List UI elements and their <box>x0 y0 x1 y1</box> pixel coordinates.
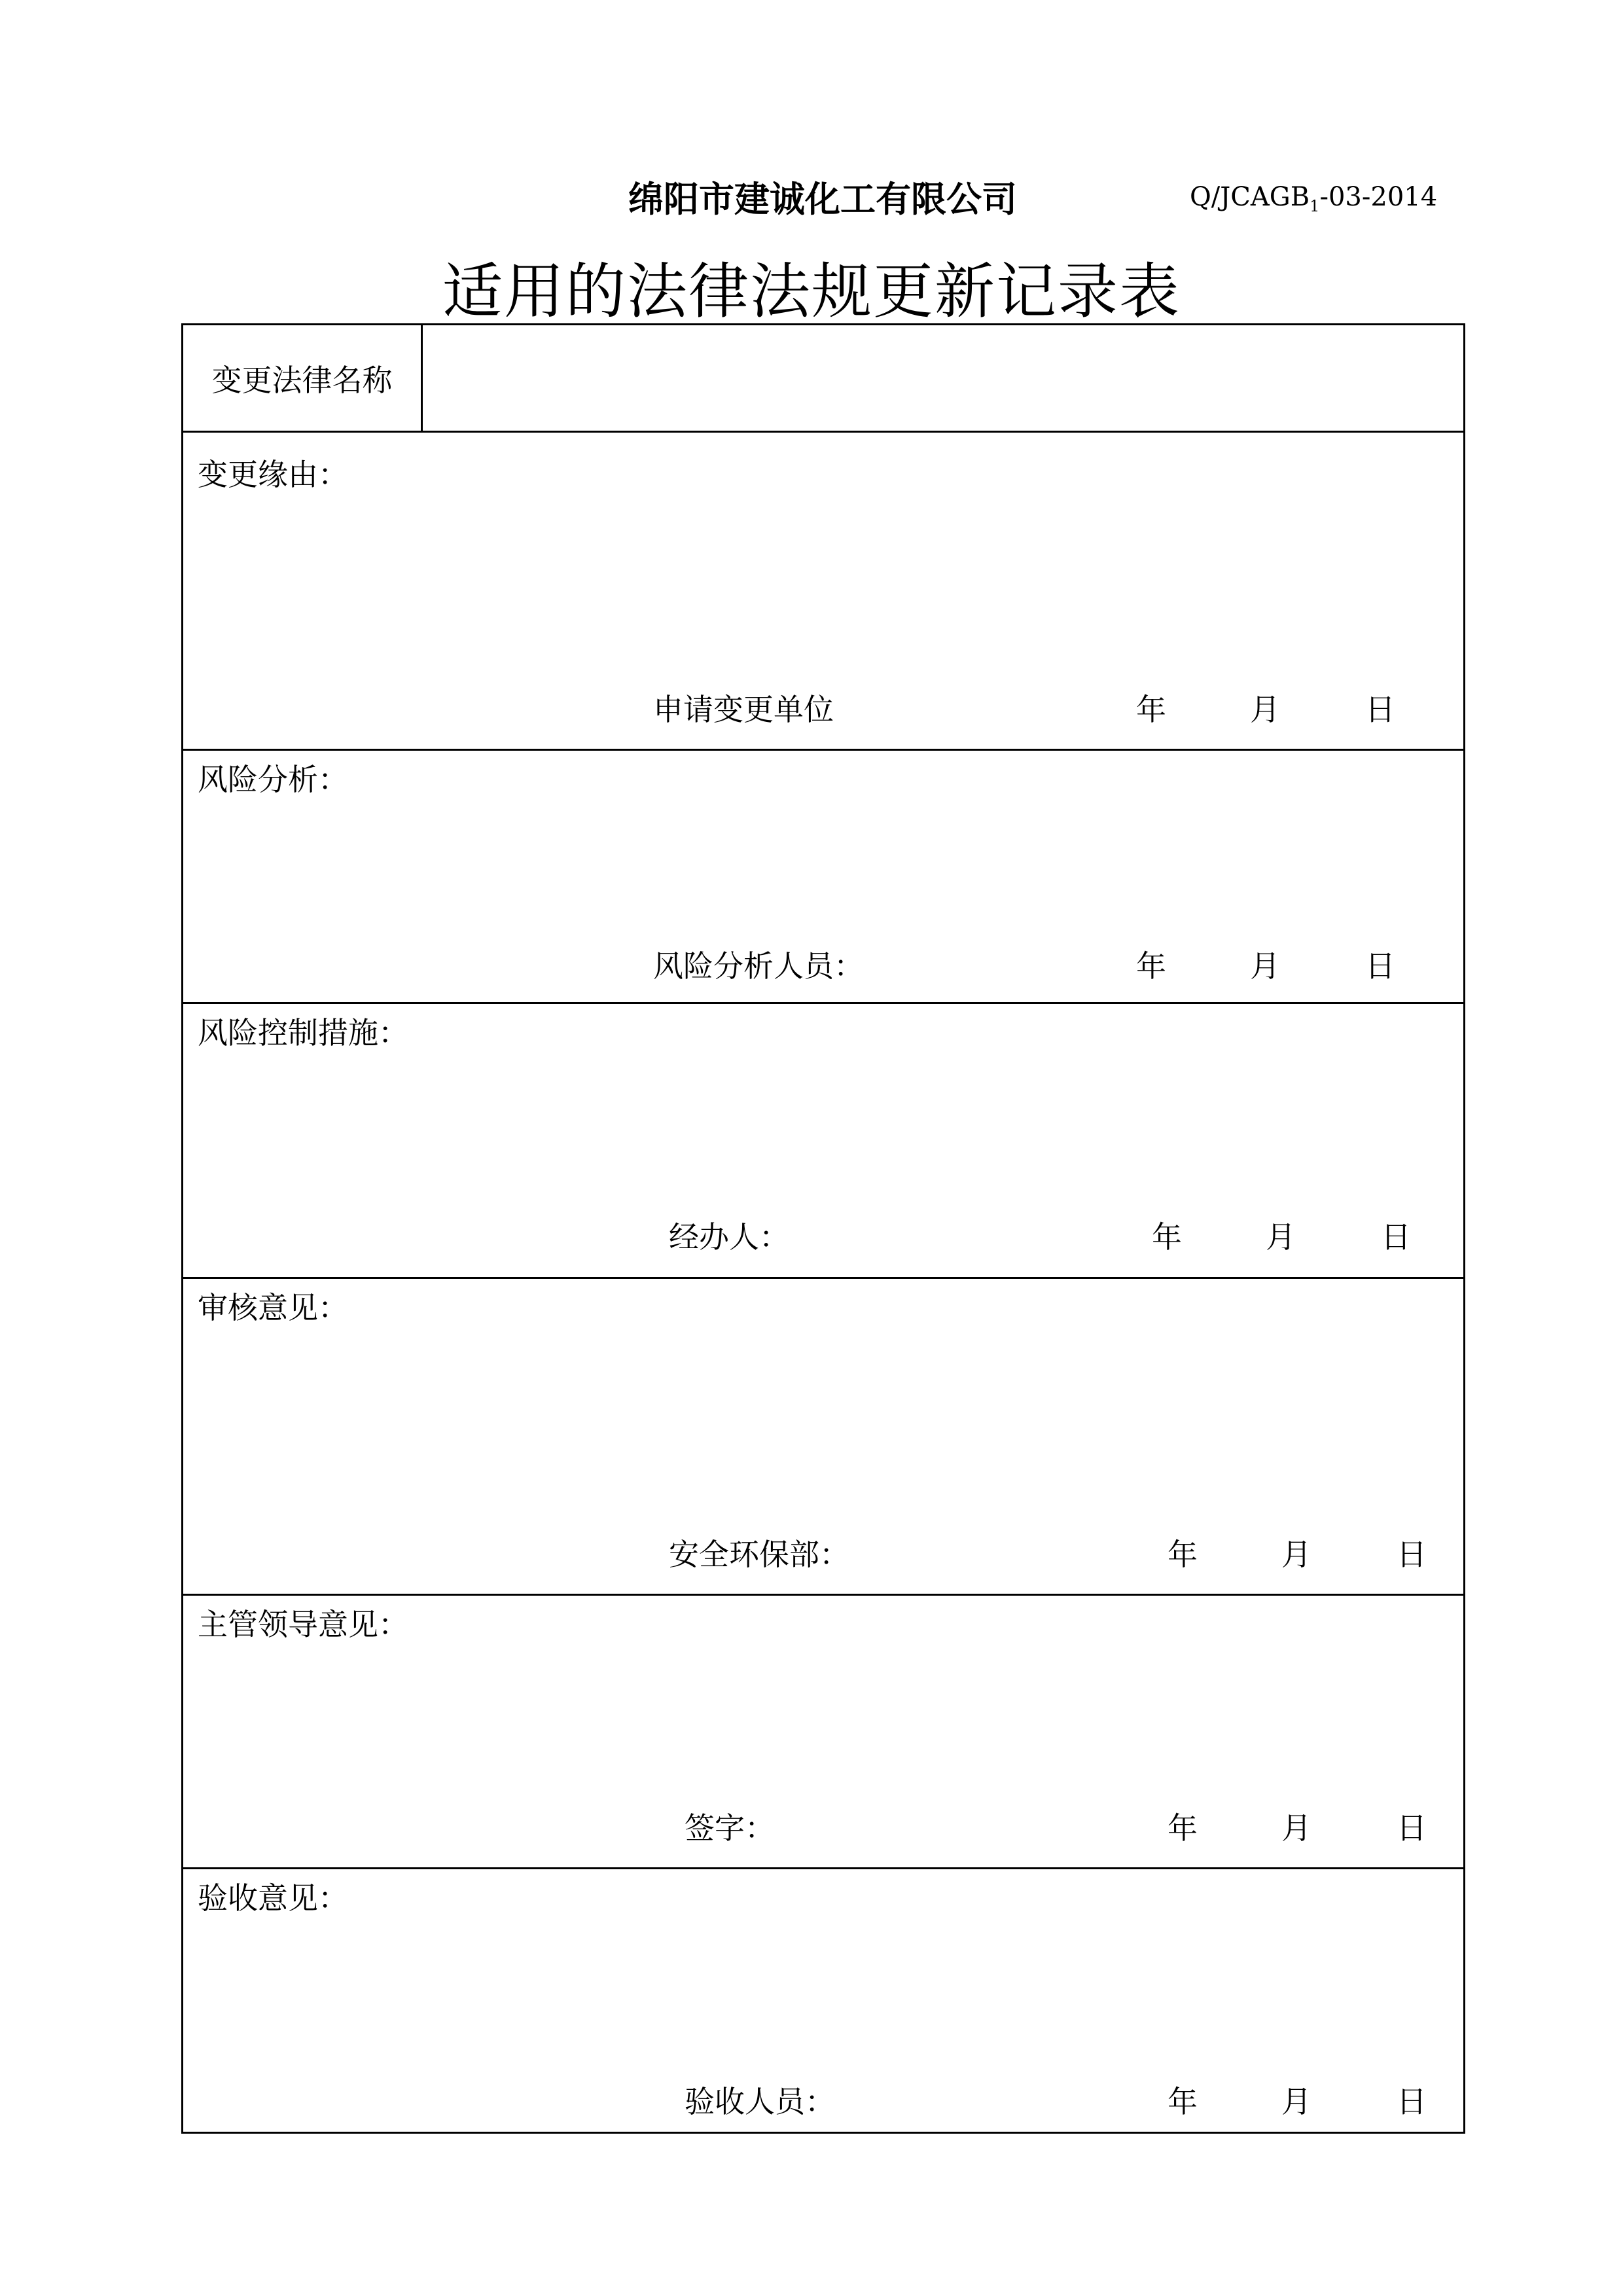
date-year-label: 年 <box>1136 692 1166 727</box>
record-form <box>181 323 1465 2134</box>
leader-opinion-sign-label: 签字： <box>685 1810 775 1846</box>
law-name-field[interactable] <box>423 325 1463 431</box>
section-review-opinion[interactable] <box>183 1279 1463 1596</box>
risk-control-sign-label: 经办人： <box>669 1219 789 1255</box>
form-title: 适用的法律法规更新记录表 <box>442 257 1181 327</box>
company-name: 绵阳市建诚化工有限公司 <box>628 179 1017 220</box>
date-year-label: 年 <box>1136 948 1166 984</box>
date-day-label: 日 <box>1397 1810 1427 1846</box>
date-day-label: 日 <box>1397 1537 1427 1572</box>
change-reason-sign-label: 申请变更单位 <box>653 692 834 727</box>
document-code <box>1190 182 1437 215</box>
date-day-label: 日 <box>1365 692 1395 727</box>
date-year-label: 年 <box>1168 2084 1198 2119</box>
date-month-label: 月 <box>1281 1537 1311 1572</box>
section-acceptance-opinion[interactable] <box>183 1869 1463 2134</box>
doc-code-suffix: -03-2014 <box>1319 182 1438 212</box>
review-opinion-label: 审核意见： <box>198 1290 348 1325</box>
doc-code-subscript: 1 <box>1310 197 1320 215</box>
date-month-label: 月 <box>1281 1810 1311 1846</box>
date-year-label: 年 <box>1168 1537 1198 1572</box>
date-month-label: 月 <box>1250 692 1280 727</box>
date-month-label: 月 <box>1250 948 1280 984</box>
doc-code-prefix: Q/JCAGB <box>1190 182 1310 212</box>
date-month-label: 月 <box>1266 1219 1296 1255</box>
section-risk-control[interactable] <box>183 1004 1463 1279</box>
date-year-label: 年 <box>1168 1810 1198 1846</box>
acceptance-opinion-sign-label: 验收人员： <box>685 2084 835 2119</box>
date-day-label: 日 <box>1365 948 1395 984</box>
law-name-row <box>183 325 1463 433</box>
risk-analysis-sign-label: 风险分析人员： <box>653 948 864 984</box>
section-risk-analysis[interactable] <box>183 751 1463 1004</box>
date-year-label: 年 <box>1152 1219 1182 1255</box>
risk-control-label: 风险控制措施： <box>198 1015 408 1050</box>
risk-analysis-label: 风险分析： <box>198 762 348 797</box>
review-opinion-sign-label: 安全环保部： <box>669 1537 849 1572</box>
date-day-label: 日 <box>1381 1219 1411 1255</box>
acceptance-opinion-label: 验收意见： <box>198 1880 348 1916</box>
law-name-label: 变更法律名称 <box>183 325 423 431</box>
change-reason-label: 变更缘由： <box>198 457 348 492</box>
date-day-label: 日 <box>1397 2084 1427 2119</box>
section-leader-opinion[interactable] <box>183 1596 1463 1869</box>
section-change-reason[interactable] <box>183 433 1463 751</box>
leader-opinion-label: 主管领导意见： <box>198 1607 408 1642</box>
date-month-label: 月 <box>1281 2084 1311 2119</box>
